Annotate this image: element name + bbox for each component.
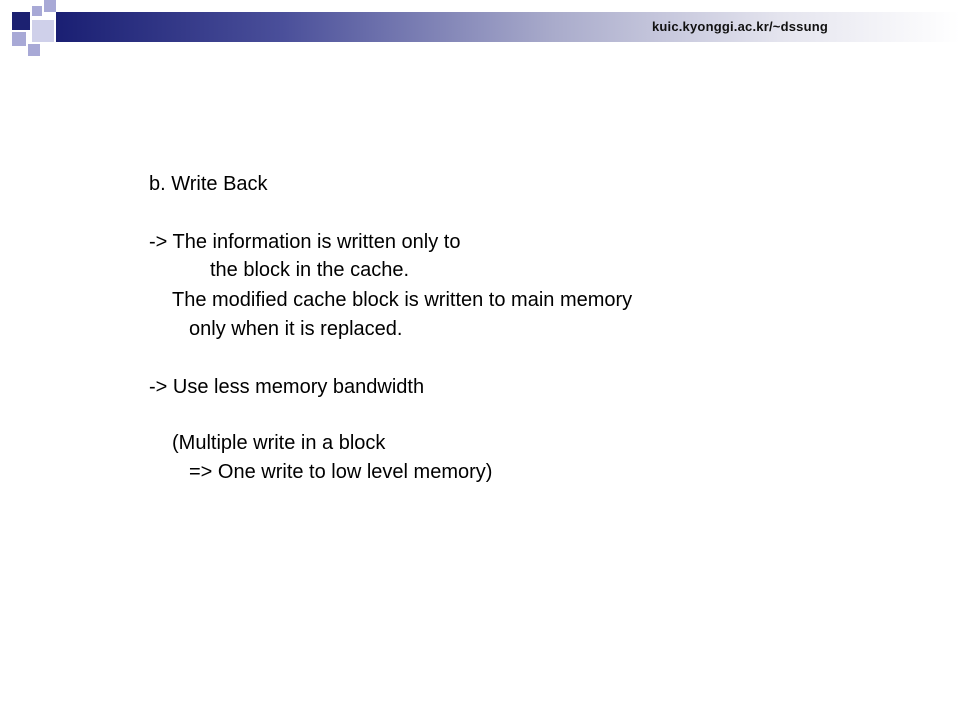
body-line: (Multiple write in a block [172, 432, 386, 454]
body-line: -> The information is written only to [149, 231, 461, 253]
body-line: -> Use less memory bandwidth [149, 376, 425, 398]
body-line: The modified cache block is written to main memory [172, 289, 633, 311]
slide-heading: b. Write Back [149, 173, 268, 195]
header-url: kuic.kyonggi.ac.kr/~dssung [651, 19, 828, 34]
body-line: the block in the cache. [210, 259, 410, 281]
body-line: only when it is replaced. [189, 318, 403, 340]
body-line: => One write to low level memory) [189, 461, 493, 483]
